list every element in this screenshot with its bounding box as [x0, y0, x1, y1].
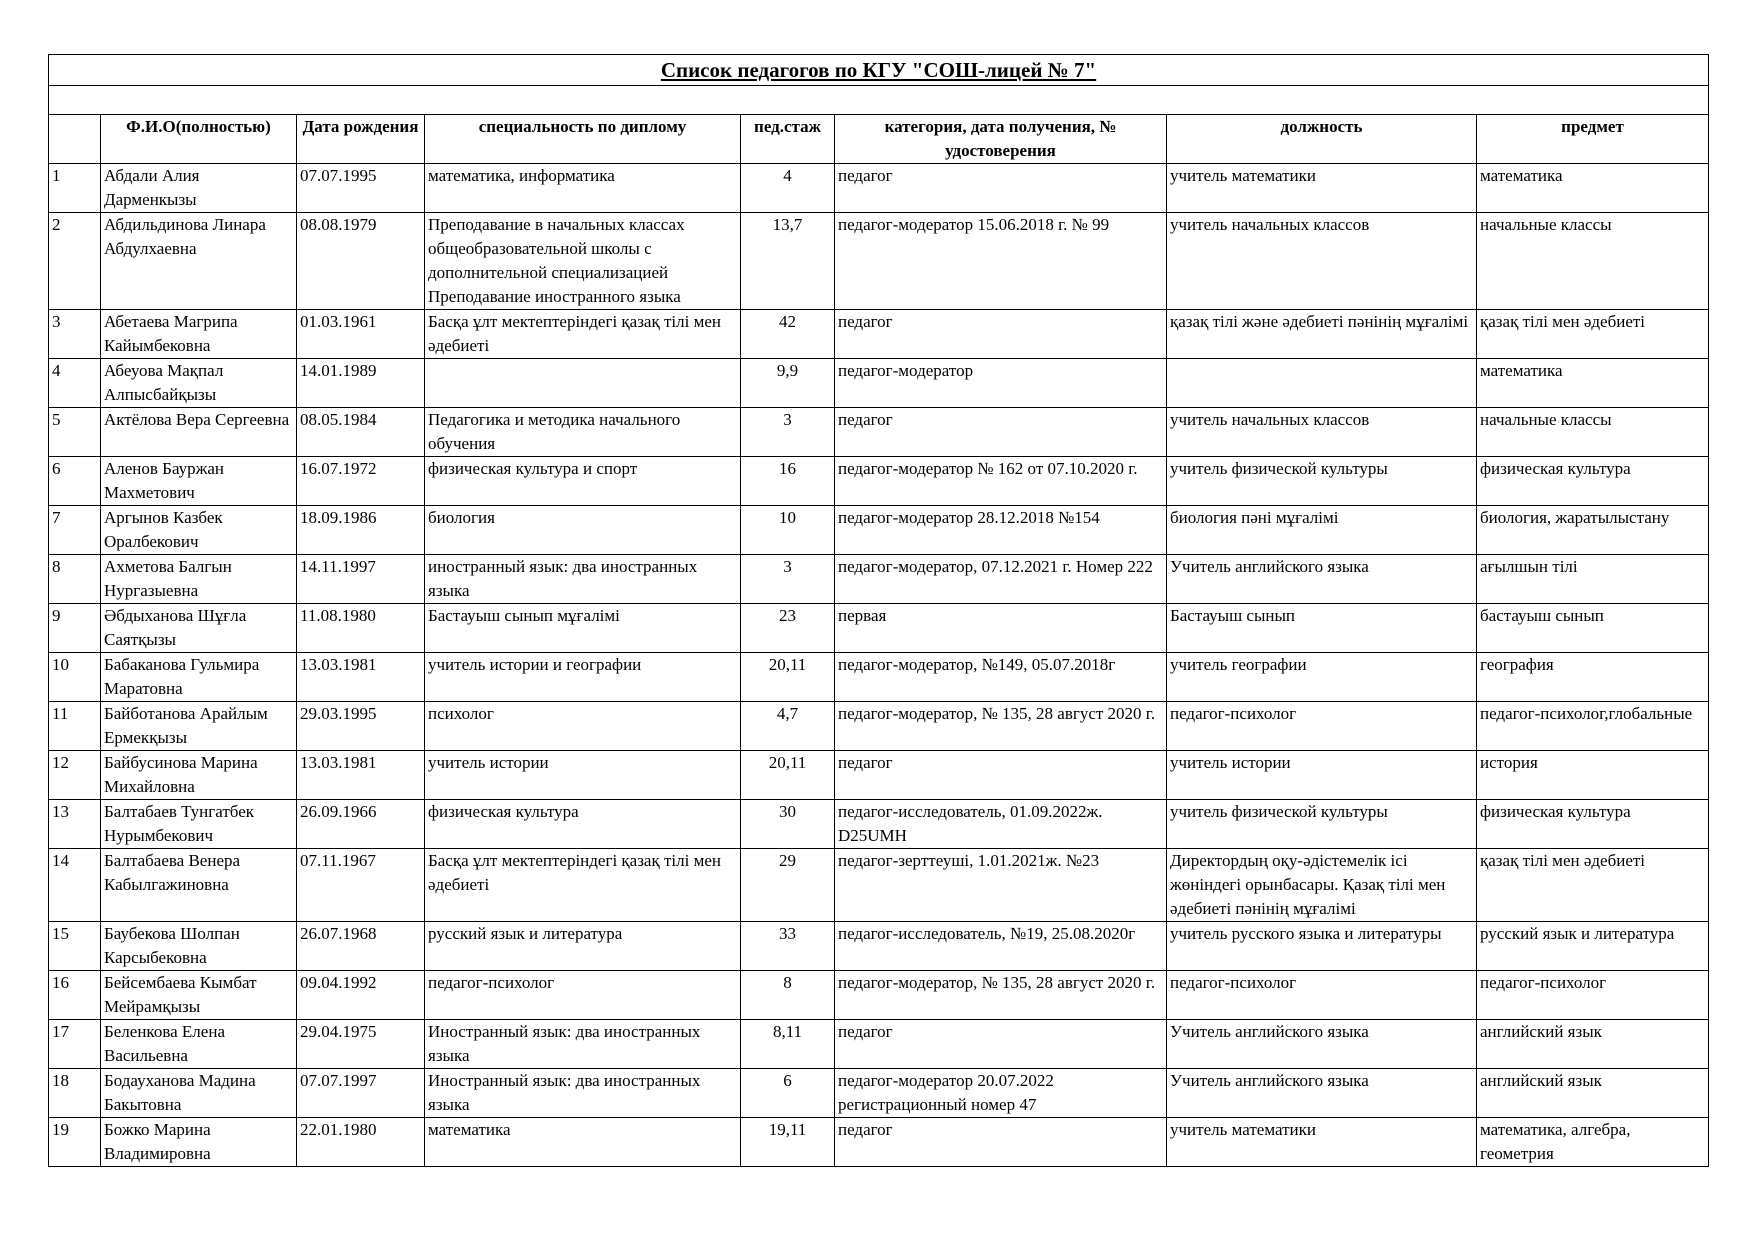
table-row: [49, 457, 1709, 506]
teacher-name-cell: Баубекова Шолпан Карсыбековна: [101, 922, 297, 971]
category-info-cell: педагог-модератор, 07.12.2021 г. Номер 222: [835, 555, 1167, 604]
subject-cell: қазақ тілі мен әдебиеті: [1477, 849, 1709, 922]
position-cell: Учитель английского языка: [1167, 1069, 1477, 1118]
row-number-cell: 14: [49, 849, 101, 922]
subject-cell: бастауыш сынып: [1477, 604, 1709, 653]
teacher-name-cell: Әбдыханова Шұғла Саятқызы: [101, 604, 297, 653]
teaching-experience-cell: 20,11: [741, 653, 835, 702]
diploma-specialty-cell: психолог: [425, 702, 741, 751]
birth-date-cell: 13.03.1981: [297, 653, 425, 702]
category-info-cell: педагог: [835, 1020, 1167, 1069]
teaching-experience-cell: 16: [741, 457, 835, 506]
position-cell: учитель истории: [1167, 751, 1477, 800]
diploma-specialty-cell: физическая культура: [425, 800, 741, 849]
birth-date-cell: 29.03.1995: [297, 702, 425, 751]
row-number-cell: 8: [49, 555, 101, 604]
teaching-experience-cell: 3: [741, 555, 835, 604]
header-birth-date: Дата рождения: [297, 115, 425, 164]
position-cell: Учитель английского языка: [1167, 1020, 1477, 1069]
birth-date-cell: 26.09.1966: [297, 800, 425, 849]
birth-date-cell: 07.07.1995: [297, 164, 425, 213]
category-info-cell: педагог: [835, 1118, 1167, 1167]
row-number-cell: 3: [49, 310, 101, 359]
teacher-name-cell: Балтабаева Венера Кабылгажиновна: [101, 849, 297, 922]
table-row: [49, 849, 1709, 922]
teaching-experience-cell: 42: [741, 310, 835, 359]
category-info-cell: педагог: [835, 408, 1167, 457]
position-cell: учитель начальных классов: [1167, 213, 1477, 310]
subject-cell: русский язык и литература: [1477, 922, 1709, 971]
teacher-name-cell: Абдали Алия Дарменкызы: [101, 164, 297, 213]
header-subject: предмет: [1477, 115, 1709, 164]
teaching-experience-cell: 23: [741, 604, 835, 653]
teacher-name-cell: Бабаканова Гульмира Маратовна: [101, 653, 297, 702]
position-cell: [1167, 359, 1477, 408]
category-info-cell: педагог-модератор, №149, 05.07.2018г: [835, 653, 1167, 702]
category-info-cell: педагог-модератор, № 135, 28 август 2020 г.: [835, 702, 1167, 751]
header-fio: Ф.И.О(полностью): [101, 115, 297, 164]
diploma-specialty-cell: Иностранный язык: два иностранных языка: [425, 1069, 741, 1118]
table-row: [49, 506, 1709, 555]
teaching-experience-cell: 8: [741, 971, 835, 1020]
birth-date-cell: 16.07.1972: [297, 457, 425, 506]
teacher-name-cell: Божко Марина Владимировна: [101, 1118, 297, 1167]
birth-date-cell: 14.11.1997: [297, 555, 425, 604]
position-cell: учитель математики: [1167, 164, 1477, 213]
subject-cell: начальные классы: [1477, 213, 1709, 310]
header-specialty: специальность по диплому: [425, 115, 741, 164]
teaching-experience-cell: 8,11: [741, 1020, 835, 1069]
teacher-name-cell: Бейсембаева Кымбат Мейрамқызы: [101, 971, 297, 1020]
birth-date-cell: 08.08.1979: [297, 213, 425, 310]
teaching-experience-cell: 9,9: [741, 359, 835, 408]
position-cell: учитель географии: [1167, 653, 1477, 702]
birth-date-cell: 26.07.1968: [297, 922, 425, 971]
subject-cell: математика, алгебра, геометрия: [1477, 1118, 1709, 1167]
diploma-specialty-cell: физическая культура и спорт: [425, 457, 741, 506]
teacher-name-cell: Абетаева Магрипа Кайымбековна: [101, 310, 297, 359]
table-row: [49, 555, 1709, 604]
row-number-cell: 13: [49, 800, 101, 849]
category-info-cell: педагог-модератор 28.12.2018 №154: [835, 506, 1167, 555]
table-title: Список педагогов по КГУ "СОШ-лицей № 7": [49, 55, 1709, 86]
subject-cell: начальные классы: [1477, 408, 1709, 457]
category-info-cell: педагог-зерттеуші, 1.01.2021ж. №23: [835, 849, 1167, 922]
diploma-specialty-cell: Педагогика и методика начального обучения: [425, 408, 741, 457]
subject-cell: биология, жаратылыстану: [1477, 506, 1709, 555]
table-row: [49, 800, 1709, 849]
empty-spacer-row: [49, 86, 1709, 115]
teacher-name-cell: Ахметова Балгын Нургазыевна: [101, 555, 297, 604]
category-info-cell: первая: [835, 604, 1167, 653]
diploma-specialty-cell: математика: [425, 1118, 741, 1167]
teacher-name-cell: Балтабаев Тунгатбек Нурымбекович: [101, 800, 297, 849]
subject-cell: история: [1477, 751, 1709, 800]
table-row: [49, 971, 1709, 1020]
diploma-specialty-cell: Басқа ұлт мектептеріндегі қазақ тілі мен әдебиеті: [425, 849, 741, 922]
row-number-cell: 16: [49, 971, 101, 1020]
position-cell: Бастауыш сынып: [1167, 604, 1477, 653]
diploma-specialty-cell: Преподавание в начальных классах общеобразовательной школы с дополнительной специализацией Преподавание иностранного языка: [425, 213, 741, 310]
teaching-experience-cell: 4: [741, 164, 835, 213]
category-info-cell: педагог-модератор 20.07.2022 регистрационный номер 47: [835, 1069, 1167, 1118]
header-category: категория, дата получения, № удостоверения: [835, 115, 1167, 164]
teacher-name-cell: Байботанова Арайлым Ермекқызы: [101, 702, 297, 751]
category-info-cell: педагог-модератор 15.06.2018 г. № 99: [835, 213, 1167, 310]
position-cell: Учитель английского языка: [1167, 555, 1477, 604]
position-cell: педагог-психолог: [1167, 971, 1477, 1020]
table-row: [49, 164, 1709, 213]
teacher-name-cell: Беленкова Елена Васильевна: [101, 1020, 297, 1069]
row-number-cell: 6: [49, 457, 101, 506]
subject-cell: физическая культура: [1477, 800, 1709, 849]
table-row: [49, 359, 1709, 408]
table-row: [49, 408, 1709, 457]
subject-cell: математика: [1477, 359, 1709, 408]
row-number-cell: 10: [49, 653, 101, 702]
teaching-experience-cell: 3: [741, 408, 835, 457]
teacher-name-cell: Абдильдинова Линара Абдулхаевна: [101, 213, 297, 310]
diploma-specialty-cell: Иностранный язык: два иностранных языка: [425, 1020, 741, 1069]
row-number-cell: 7: [49, 506, 101, 555]
birth-date-cell: 14.01.1989: [297, 359, 425, 408]
birth-date-cell: 09.04.1992: [297, 971, 425, 1020]
category-info-cell: педагог: [835, 751, 1167, 800]
header-position: должность: [1167, 115, 1477, 164]
position-cell: учитель физической культуры: [1167, 457, 1477, 506]
row-number-cell: 2: [49, 213, 101, 310]
birth-date-cell: 07.11.1967: [297, 849, 425, 922]
position-cell: педагог-психолог: [1167, 702, 1477, 751]
diploma-specialty-cell: биология: [425, 506, 741, 555]
birth-date-cell: 18.09.1986: [297, 506, 425, 555]
subject-cell: английский язык: [1477, 1020, 1709, 1069]
category-info-cell: педагог-модератор: [835, 359, 1167, 408]
table-row: [49, 1069, 1709, 1118]
teaching-experience-cell: 20,11: [741, 751, 835, 800]
category-info-cell: педагог: [835, 164, 1167, 213]
position-cell: биология пәні мұғалімі: [1167, 506, 1477, 555]
subject-cell: физическая культура: [1477, 457, 1709, 506]
position-cell: қазақ тілі және әдебиеті пәнінің мұғалімі: [1167, 310, 1477, 359]
diploma-specialty-cell: математика, информатика: [425, 164, 741, 213]
teaching-experience-cell: 6: [741, 1069, 835, 1118]
table-row: [49, 922, 1709, 971]
row-number-cell: 15: [49, 922, 101, 971]
teacher-name-cell: Бодауханова Мадина Бакытовна: [101, 1069, 297, 1118]
category-info-cell: педагог: [835, 310, 1167, 359]
teaching-experience-cell: 4,7: [741, 702, 835, 751]
teachers-table: [48, 54, 1709, 1167]
diploma-specialty-cell: иностранный язык: два иностранных языка: [425, 555, 741, 604]
teaching-experience-cell: 33: [741, 922, 835, 971]
diploma-specialty-cell: [425, 359, 741, 408]
birth-date-cell: 13.03.1981: [297, 751, 425, 800]
subject-cell: педагог-психолог,глобальные: [1477, 702, 1709, 751]
subject-cell: ағылшын тілі: [1477, 555, 1709, 604]
category-info-cell: педагог-модератор № 162 от 07.10.2020 г.: [835, 457, 1167, 506]
subject-cell: география: [1477, 653, 1709, 702]
row-number-cell: 12: [49, 751, 101, 800]
row-number-cell: 11: [49, 702, 101, 751]
row-number-cell: 1: [49, 164, 101, 213]
table-row: [49, 1020, 1709, 1069]
table-row: [49, 751, 1709, 800]
table-row: [49, 213, 1709, 310]
row-number-cell: 9: [49, 604, 101, 653]
row-number-cell: 4: [49, 359, 101, 408]
teaching-experience-cell: 19,11: [741, 1118, 835, 1167]
diploma-specialty-cell: педагог-психолог: [425, 971, 741, 1020]
row-number-cell: 17: [49, 1020, 101, 1069]
table-row: [49, 653, 1709, 702]
subject-cell: педагог-психолог: [1477, 971, 1709, 1020]
category-info-cell: педагог-модератор, № 135, 28 август 2020 г.: [835, 971, 1167, 1020]
subject-cell: английский язык: [1477, 1069, 1709, 1118]
teacher-name-cell: Байбусинова Марина Михайловна: [101, 751, 297, 800]
teaching-experience-cell: 13,7: [741, 213, 835, 310]
birth-date-cell: 07.07.1997: [297, 1069, 425, 1118]
teacher-name-cell: Аленов Бауржан Махметович: [101, 457, 297, 506]
birth-date-cell: 22.01.1980: [297, 1118, 425, 1167]
teaching-experience-cell: 10: [741, 506, 835, 555]
header-experience: пед.стаж: [741, 115, 835, 164]
teaching-experience-cell: 29: [741, 849, 835, 922]
row-number-cell: 5: [49, 408, 101, 457]
diploma-specialty-cell: Бастауыш сынып мұғалімі: [425, 604, 741, 653]
table-row: [49, 310, 1709, 359]
teacher-name-cell: Аргынов Казбек Оралбекович: [101, 506, 297, 555]
subject-cell: математика: [1477, 164, 1709, 213]
header-num: [49, 115, 101, 164]
birth-date-cell: 01.03.1961: [297, 310, 425, 359]
position-cell: учитель начальных классов: [1167, 408, 1477, 457]
table-row: [49, 702, 1709, 751]
diploma-specialty-cell: русский язык и литература: [425, 922, 741, 971]
row-number-cell: 19: [49, 1118, 101, 1167]
row-number-cell: 18: [49, 1069, 101, 1118]
table-row: [49, 604, 1709, 653]
position-cell: учитель русского языка и литературы: [1167, 922, 1477, 971]
subject-cell: қазақ тілі мен әдебиеті: [1477, 310, 1709, 359]
birth-date-cell: 11.08.1980: [297, 604, 425, 653]
teacher-name-cell: Актёлова Вера Сергеевна: [101, 408, 297, 457]
birth-date-cell: 29.04.1975: [297, 1020, 425, 1069]
position-cell: Директордың оқу-әдістемелік ісі жөніндегі орынбасары. Қазақ тілі мен әдебиеті пәнінің мұғалімі: [1167, 849, 1477, 922]
diploma-specialty-cell: Басқа ұлт мектептеріндегі қазақ тілі мен әдебиеті: [425, 310, 741, 359]
category-info-cell: педагог-исследователь, №19, 25.08.2020г: [835, 922, 1167, 971]
position-cell: учитель математики: [1167, 1118, 1477, 1167]
teacher-name-cell: Абеуова Мақпал Алпысбайқызы: [101, 359, 297, 408]
diploma-specialty-cell: учитель истории: [425, 751, 741, 800]
birth-date-cell: 08.05.1984: [297, 408, 425, 457]
table-row: [49, 1118, 1709, 1167]
position-cell: учитель физической культуры: [1167, 800, 1477, 849]
diploma-specialty-cell: учитель истории и географии: [425, 653, 741, 702]
teaching-experience-cell: 30: [741, 800, 835, 849]
category-info-cell: педагог-исследователь, 01.09.2022ж. D25UMH: [835, 800, 1167, 849]
